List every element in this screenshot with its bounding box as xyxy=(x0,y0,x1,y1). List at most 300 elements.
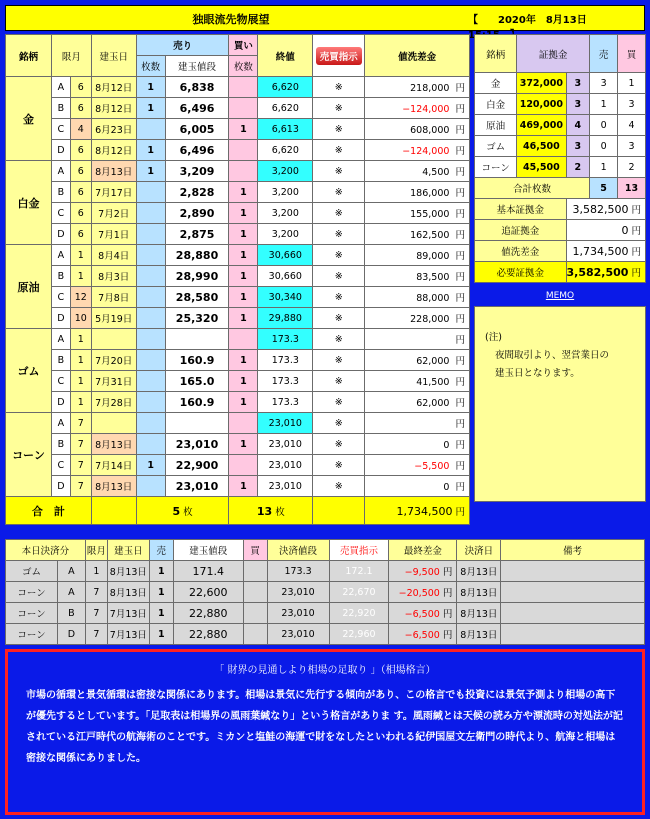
margin-sell: 0 xyxy=(590,136,618,157)
margin-count: 3 xyxy=(566,73,590,94)
instruction-cell: ※ xyxy=(313,119,365,140)
margin-name: 金 xyxy=(475,73,517,94)
settled-final-value: −6,500 xyxy=(404,630,440,641)
summary-row xyxy=(475,220,646,241)
margin-sell: 0 xyxy=(590,115,618,136)
summary-amount: 3,582,500 xyxy=(566,266,629,279)
buy-count: 1 xyxy=(229,119,258,140)
settled-instruction: 22,920 xyxy=(329,603,389,624)
buy-count xyxy=(229,161,258,182)
title-bar xyxy=(5,5,645,31)
entry-price: 6,496 xyxy=(165,98,229,119)
margin-name: 白金 xyxy=(475,94,517,115)
diff-value: 62,000 xyxy=(416,356,450,367)
settled-date: 7月13日 xyxy=(107,624,149,645)
diff-cell xyxy=(365,182,470,203)
close-price: 6,613 xyxy=(258,119,313,140)
settled-remark xyxy=(501,582,645,603)
commodity-name: コーン xyxy=(6,413,52,497)
instruction-cell: ※ xyxy=(313,371,365,392)
sell-count: 1 xyxy=(136,161,165,182)
margin-row xyxy=(475,136,646,157)
settled-day: 8月13日 xyxy=(457,624,501,645)
instruction-cell: ※ xyxy=(313,434,365,455)
memo-area xyxy=(474,290,646,301)
summary-label: 値洗差金 xyxy=(475,241,567,262)
close-price: 23,010 xyxy=(258,413,313,434)
settled-name: コーン xyxy=(6,582,58,603)
buy-count: 1 xyxy=(229,266,258,287)
margin-row xyxy=(475,157,646,178)
summary-label: 追証拠金 xyxy=(475,220,567,241)
settled-price: 22,600 xyxy=(173,582,243,603)
settled-date: 8月13日 xyxy=(107,582,149,603)
settled-buy xyxy=(243,603,267,624)
margin-name: ゴム xyxy=(475,136,517,157)
entry-price xyxy=(165,329,229,350)
sell-count xyxy=(136,392,165,413)
date-cell: 8月13日 xyxy=(91,434,136,455)
date-cell: 7月17日 xyxy=(91,182,136,203)
instruction-cell: ※ xyxy=(313,182,365,203)
close-price: 3,200 xyxy=(258,161,313,182)
class-cell: A xyxy=(51,245,70,266)
commodity-name: ゴム xyxy=(6,329,52,413)
diff-value: −124,000 xyxy=(402,146,450,157)
header-meigara: 銘柄 xyxy=(6,35,52,77)
total-buy xyxy=(229,497,313,525)
close-price: 173.3 xyxy=(258,371,313,392)
settled-day: 8月13日 xyxy=(457,582,501,603)
diff-value: 608,000 xyxy=(410,125,450,136)
entry-price: 165.0 xyxy=(165,371,229,392)
date-cell: 7月8日 xyxy=(91,287,136,308)
date-cell xyxy=(91,413,136,434)
entry-price: 23,010 xyxy=(165,476,229,497)
diff-value: 155,000 xyxy=(410,209,450,220)
diff-cell xyxy=(365,203,470,224)
sell-count: 1 xyxy=(136,98,165,119)
diff-cell xyxy=(365,266,470,287)
settled-final-value: −9,500 xyxy=(404,567,440,578)
baibai-shiji-button[interactable]: 売買指示 xyxy=(316,47,362,65)
yen-unit: 円 xyxy=(631,247,641,258)
settled-final-value: −6,500 xyxy=(404,609,440,620)
settled-day: 8月13日 xyxy=(457,561,501,582)
diff-cell xyxy=(365,224,470,245)
commodity-name: 白金 xyxy=(6,161,52,245)
sell-count xyxy=(136,434,165,455)
date-cell: 8月4日 xyxy=(91,245,136,266)
class-cell: A xyxy=(51,329,70,350)
yen-unit: 円 xyxy=(455,272,465,283)
yen-unit: 円 xyxy=(455,167,465,178)
entry-price: 2,875 xyxy=(165,224,229,245)
margin-header-shokokin: 証拠金 xyxy=(517,35,590,73)
position-row xyxy=(6,308,470,329)
settled-header: 本日決済分 xyxy=(6,540,86,561)
settled-buy xyxy=(243,582,267,603)
total-sell-value: 5 xyxy=(172,504,181,518)
settled-instruction: 172.1 xyxy=(329,561,389,582)
note-box xyxy=(474,306,646,502)
total-label: 合 計 xyxy=(6,497,92,525)
margin-buy: 3 xyxy=(618,136,646,157)
settled-header: 売 xyxy=(149,540,173,561)
month-cell: 6 xyxy=(70,203,91,224)
yen-unit: 円 xyxy=(455,314,465,325)
class-cell: D xyxy=(51,392,70,413)
settled-header: 決済値段 xyxy=(267,540,329,561)
diff-cell xyxy=(365,329,470,350)
instruction-cell: ※ xyxy=(313,203,365,224)
yen-unit: 円 xyxy=(455,398,465,409)
proverb-heading: 「 財界の見通しより相場の足取り 」（相場格言） xyxy=(214,665,436,676)
sell-count xyxy=(136,203,165,224)
date-cell xyxy=(91,329,136,350)
buy-count: 1 xyxy=(229,182,258,203)
date-cell: 5月19日 xyxy=(91,308,136,329)
yen-unit: 円 xyxy=(455,125,465,136)
class-cell: B xyxy=(51,182,70,203)
diff-value: 89,000 xyxy=(416,251,450,262)
date-cell: 8月3日 xyxy=(91,266,136,287)
diff-cell xyxy=(365,77,470,98)
settled-row xyxy=(6,603,645,624)
instruction-cell: ※ xyxy=(313,287,365,308)
close-price: 30,660 xyxy=(258,245,313,266)
month-cell: 1 xyxy=(70,266,91,287)
settled-date: 8月13日 xyxy=(107,561,149,582)
entry-price: 28,880 xyxy=(165,245,229,266)
margin-header-kai: 買 xyxy=(618,35,646,73)
position-row xyxy=(6,455,470,476)
position-row xyxy=(6,119,470,140)
header-sell-maisu: 枚数 xyxy=(136,56,165,77)
date-cell: 7月28日 xyxy=(91,392,136,413)
page-title: 独眼流先物展望 xyxy=(192,13,270,26)
buy-count xyxy=(229,329,258,350)
header-kai: 買い xyxy=(229,35,258,56)
settled-header: 買 xyxy=(243,540,267,561)
diff-cell xyxy=(365,392,470,413)
summary-amount: 3,582,500 xyxy=(572,203,629,216)
close-price: 173.3 xyxy=(258,392,313,413)
close-price: 173.3 xyxy=(258,329,313,350)
close-price: 3,200 xyxy=(258,203,313,224)
margin-header-meigara: 銘柄 xyxy=(475,35,517,73)
buy-count: 1 xyxy=(229,287,258,308)
settled-remark xyxy=(501,624,645,645)
date-cell: 7月2日 xyxy=(91,203,136,224)
summary-value xyxy=(566,262,646,283)
yen-unit: 円 xyxy=(455,419,465,430)
margin-name: 原油 xyxy=(475,115,517,136)
settled-instruction: 22,670 xyxy=(329,582,389,603)
yen-unit: 円 xyxy=(631,268,641,279)
diff-cell xyxy=(365,371,470,392)
margin-count: 2 xyxy=(566,157,590,178)
yen-unit: 円 xyxy=(455,356,465,367)
header-ikae-sakin: 値洗差金 xyxy=(365,35,470,77)
settled-final xyxy=(389,561,457,582)
position-row xyxy=(6,266,470,287)
entry-price: 160.9 xyxy=(165,350,229,371)
diff-cell xyxy=(365,119,470,140)
date-cell: 6月23日 xyxy=(91,119,136,140)
sell-count: 1 xyxy=(136,455,165,476)
position-row xyxy=(6,98,470,119)
settled-price: 171.4 xyxy=(173,561,243,582)
mai-unit: 枚 xyxy=(275,506,285,518)
total-buy-value: 13 xyxy=(256,504,273,518)
month-cell: 6 xyxy=(70,182,91,203)
position-row xyxy=(6,245,470,266)
diff-cell xyxy=(365,350,470,371)
close-price: 23,010 xyxy=(258,434,313,455)
date-cell: 7月31日 xyxy=(91,371,136,392)
buy-count: 1 xyxy=(229,392,258,413)
settled-table xyxy=(5,539,645,645)
diff-value: 186,000 xyxy=(410,188,450,199)
margin-sell: 1 xyxy=(590,94,618,115)
month-cell: 6 xyxy=(70,140,91,161)
month-cell: 4 xyxy=(70,119,91,140)
summary-value xyxy=(566,241,646,262)
yen-unit: 円 xyxy=(455,440,465,451)
diff-value: 83,500 xyxy=(416,272,450,283)
diff-cell xyxy=(365,287,470,308)
sell-count xyxy=(136,308,165,329)
margin-count: 4 xyxy=(566,115,590,136)
instruction-cell: ※ xyxy=(313,392,365,413)
month-cell: 1 xyxy=(70,329,91,350)
margin-amount: 45,500 xyxy=(517,157,566,178)
settled-final-value: −20,500 xyxy=(398,588,440,599)
class-cell: A xyxy=(51,161,70,182)
yen-unit: 円 xyxy=(455,104,465,115)
close-price: 3,200 xyxy=(258,224,313,245)
diff-value: 218,000 xyxy=(410,83,450,94)
close-price: 30,660 xyxy=(258,266,313,287)
buy-count xyxy=(229,98,258,119)
note-line-1: 夜間取引より、翌営業日の xyxy=(495,350,610,361)
settled-settle: 23,010 xyxy=(267,582,329,603)
close-price: 173.3 xyxy=(258,350,313,371)
instruction-cell: ※ xyxy=(313,350,365,371)
date-cell: 7月1日 xyxy=(91,224,136,245)
sell-count xyxy=(136,119,165,140)
margin-row xyxy=(475,73,646,94)
settled-header: 建玉日 xyxy=(107,540,149,561)
settled-header: 決済日 xyxy=(457,540,501,561)
note-title: (注) xyxy=(485,332,502,343)
class-cell: D xyxy=(51,224,70,245)
class-cell: C xyxy=(51,203,70,224)
margin-sell: 3 xyxy=(590,73,618,94)
yen-unit: 円 xyxy=(455,482,465,493)
diff-value: 88,000 xyxy=(416,293,450,304)
class-cell: D xyxy=(51,140,70,161)
total-spacer xyxy=(91,497,136,525)
settled-sell: 1 xyxy=(149,603,173,624)
class-cell: C xyxy=(51,119,70,140)
margin-row xyxy=(475,115,646,136)
settled-header: 売買指示 xyxy=(329,540,389,561)
position-row xyxy=(6,287,470,308)
class-cell: C xyxy=(51,287,70,308)
sell-count xyxy=(136,287,165,308)
positions-table xyxy=(5,34,470,525)
summary-row xyxy=(475,262,646,283)
yen-unit: 円 xyxy=(455,230,465,241)
memo-link[interactable]: MEMO xyxy=(545,291,575,301)
class-cell: B xyxy=(51,350,70,371)
total-spacer-2 xyxy=(313,497,365,525)
settled-date: 7月13日 xyxy=(107,603,149,624)
instruction-cell: ※ xyxy=(313,308,365,329)
close-price: 3,200 xyxy=(258,182,313,203)
sell-count xyxy=(136,224,165,245)
yen-unit: 円 xyxy=(442,567,453,578)
entry-price: 25,320 xyxy=(165,308,229,329)
close-price: 29,880 xyxy=(258,308,313,329)
margin-amount: 372,000 xyxy=(517,73,566,94)
class-cell: B xyxy=(51,266,70,287)
note-line-2: 建玉日となります。 xyxy=(495,368,580,379)
mai-unit: 枚 xyxy=(183,506,193,518)
settled-month: 7 xyxy=(85,624,107,645)
position-row xyxy=(6,329,470,350)
header-date: 【 2020年 8月13日 xyxy=(468,15,587,26)
diff-cell xyxy=(365,476,470,497)
summary-amount: 0 xyxy=(621,224,629,237)
instruction-cell: ※ xyxy=(313,329,365,350)
diff-value: 162,500 xyxy=(410,230,450,241)
yen-unit: 円 xyxy=(455,335,465,346)
class-cell: B xyxy=(51,98,70,119)
margin-header-uri: 売 xyxy=(590,35,618,73)
margin-count: 3 xyxy=(566,94,590,115)
sell-count xyxy=(136,266,165,287)
buy-count: 1 xyxy=(229,245,258,266)
month-cell: 7 xyxy=(70,434,91,455)
entry-price: 2,890 xyxy=(165,203,229,224)
header-tategyokubi: 建玉日 xyxy=(91,35,136,77)
sell-count xyxy=(136,245,165,266)
summary-label: 基本証拠金 xyxy=(475,199,567,220)
buy-count: 1 xyxy=(229,308,258,329)
position-row xyxy=(6,413,470,434)
margin-amount: 46,500 xyxy=(517,136,566,157)
close-price: 23,010 xyxy=(258,455,313,476)
diff-value: 4,500 xyxy=(422,167,450,178)
close-price: 30,340 xyxy=(258,287,313,308)
sell-count: 1 xyxy=(136,77,165,98)
summary-label: 必要証拠金 xyxy=(475,262,567,283)
margin-buy: 4 xyxy=(618,115,646,136)
settled-settle: 173.3 xyxy=(267,561,329,582)
diff-value: 0 xyxy=(443,440,450,451)
date-cell: 8月13日 xyxy=(91,161,136,182)
diff-cell xyxy=(365,245,470,266)
month-cell: 1 xyxy=(70,245,91,266)
settled-price: 22,880 xyxy=(173,603,243,624)
total-sell xyxy=(136,497,229,525)
margin-name: コーン xyxy=(475,157,517,178)
settled-final xyxy=(389,603,457,624)
entry-price: 23,010 xyxy=(165,434,229,455)
margin-buy: 2 xyxy=(618,157,646,178)
position-row xyxy=(6,182,470,203)
settled-buy xyxy=(243,561,267,582)
position-row xyxy=(6,350,470,371)
date-cell: 7月20日 xyxy=(91,350,136,371)
settled-month: 7 xyxy=(85,603,107,624)
entry-price: 28,990 xyxy=(165,266,229,287)
entry-price: 6,838 xyxy=(165,77,229,98)
summary-value xyxy=(566,199,646,220)
yen-unit: 円 xyxy=(455,188,465,199)
yen-unit: 円 xyxy=(455,83,465,94)
yen-unit: 円 xyxy=(455,209,465,220)
month-cell: 1 xyxy=(70,392,91,413)
settled-month: 1 xyxy=(85,561,107,582)
diff-value: −5,500 xyxy=(414,461,450,472)
settled-sell: 1 xyxy=(149,582,173,603)
month-cell: 6 xyxy=(70,224,91,245)
month-cell: 1 xyxy=(70,350,91,371)
sell-count xyxy=(136,329,165,350)
date-cell: 8月12日 xyxy=(91,77,136,98)
diff-value: 41,500 xyxy=(416,377,450,388)
position-row xyxy=(6,476,470,497)
settled-final xyxy=(389,582,457,603)
header-owarine: 終値 xyxy=(258,35,313,77)
yen-unit: 円 xyxy=(455,251,465,262)
instruction-cell: ※ xyxy=(313,455,365,476)
close-price: 6,620 xyxy=(258,98,313,119)
commodity-name: 金 xyxy=(6,77,52,161)
header-uri: 売り xyxy=(136,35,229,56)
instruction-cell: ※ xyxy=(313,266,365,287)
month-cell: 12 xyxy=(70,287,91,308)
margin-amount: 120,000 xyxy=(517,94,566,115)
settled-row xyxy=(6,624,645,645)
month-cell: 6 xyxy=(70,161,91,182)
settled-class: D xyxy=(57,624,85,645)
margin-total-buy: 13 xyxy=(618,178,646,199)
settled-price: 22,880 xyxy=(173,624,243,645)
class-cell: C xyxy=(51,371,70,392)
month-cell: 10 xyxy=(70,308,91,329)
sell-count: 1 xyxy=(136,140,165,161)
settled-remark xyxy=(501,603,645,624)
diff-cell xyxy=(365,161,470,182)
summary-value xyxy=(566,220,646,241)
position-row xyxy=(6,203,470,224)
class-cell: A xyxy=(51,77,70,98)
position-row xyxy=(6,224,470,245)
margin-table xyxy=(474,34,646,283)
close-price: 23,010 xyxy=(258,476,313,497)
month-cell: 6 xyxy=(70,77,91,98)
margin-buy: 1 xyxy=(618,73,646,94)
margin-row xyxy=(475,94,646,115)
settled-row xyxy=(6,582,645,603)
class-cell: B xyxy=(51,434,70,455)
sell-count xyxy=(136,476,165,497)
